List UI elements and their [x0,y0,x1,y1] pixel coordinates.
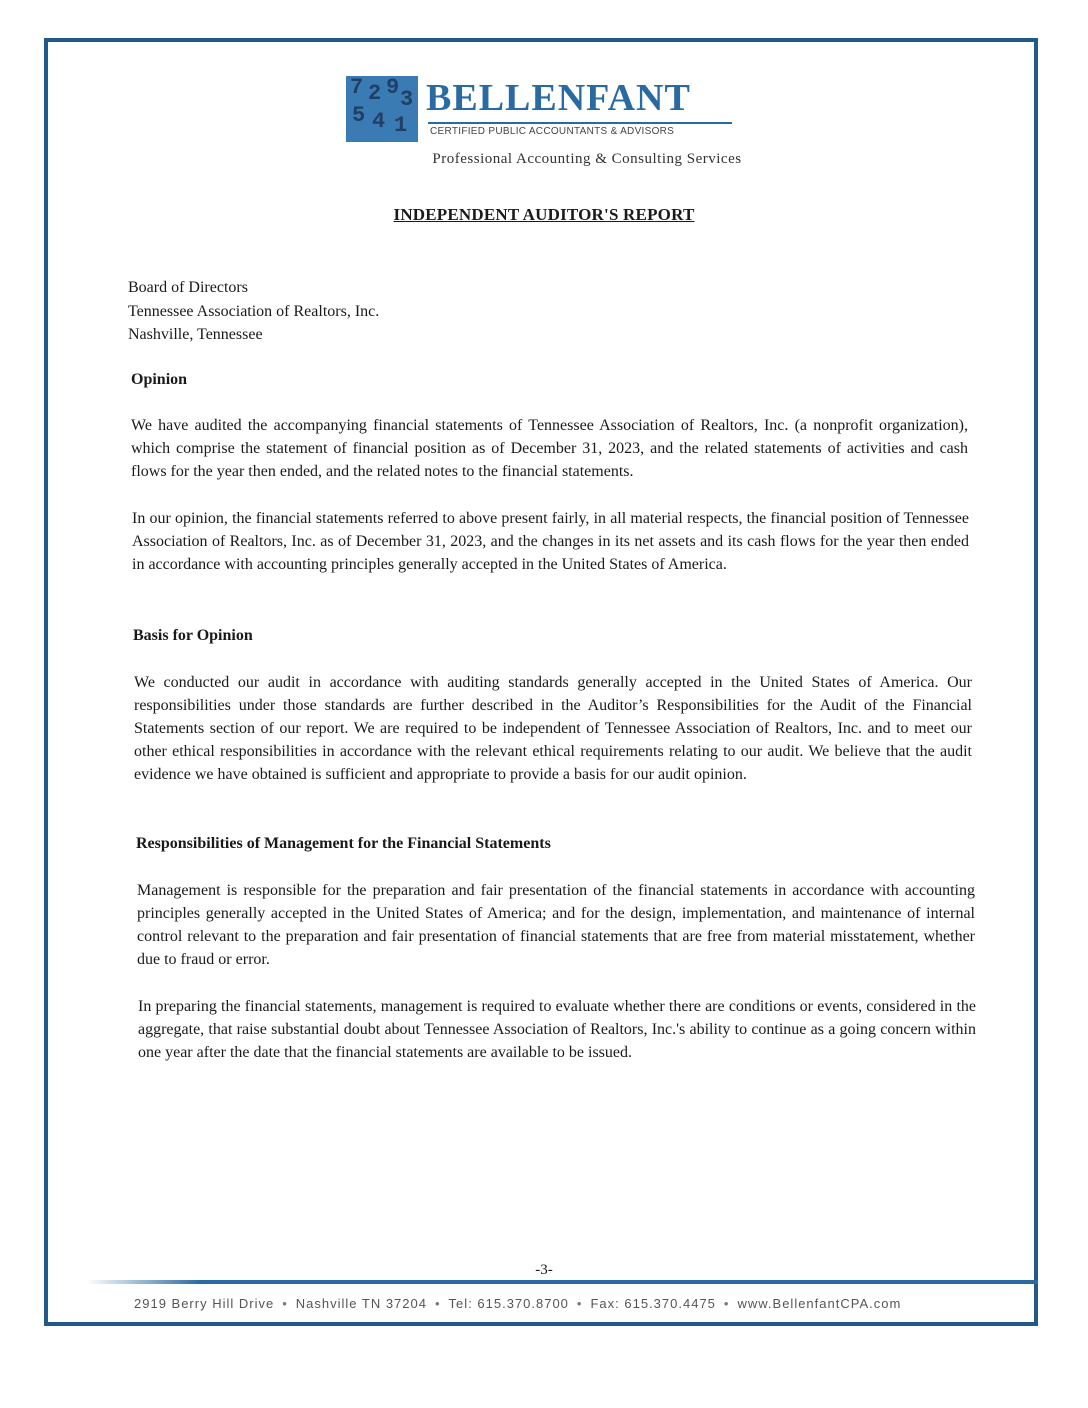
logo-digit: 3 [400,87,411,112]
brand-tagline: CERTIFIED PUBLIC ACCOUNTANTS & ADVISORS [430,126,675,137]
addressee-line: Tennessee Association of Realtors, Inc. [128,302,380,320]
logo-digit: 9 [386,76,397,100]
addressee-block [128,276,379,347]
logo-digit: 4 [372,109,383,134]
brand-name: BELLENFANT [426,77,691,119]
footer-separator: • [282,1296,288,1311]
footer-separator: • [576,1296,583,1311]
page-number: -3- [535,1262,553,1278]
footer-separator: • [723,1296,730,1311]
footer-city: Nashville TN 37204 [295,1296,427,1311]
management-heading: Responsibilities of Management for the Financial Statements [136,835,551,852]
footer-website-link[interactable]: www.BellenfantCPA.com [737,1296,902,1311]
footer-separator: • [434,1296,441,1311]
logo-mark-icon [346,76,418,142]
management-paragraph-1: Management is responsible for the preparation and fair presentation of the financial statements in accordance with accounting principles generally accepted in the United States of America; and for the design, implementation, and maintenance of internal control relevant to the preparation and fair presentation of financial statements that are free from material misstatement, whether due to fraud or error. [137,882,975,968]
opinion-paragraph-2: In our opinion, the financial statements referred to above present fairly, in all material respects, the financial position of Tennessee Association of Realtors, Inc. as of December 31, 2023, and the changes in its net assets and its cash flows for the year then ended in accordance with accounting principles generally accepted in the United States of America. [132,510,969,573]
footer-contact [134,1296,1034,1311]
footer-fax: Fax: 615.370.4475 [590,1296,716,1311]
addressee-line: Nashville, Tennessee [128,326,263,343]
basis-heading: Basis for Opinion [133,627,253,644]
logo-digit: 1 [394,113,405,138]
footer-address: 2919 Berry Hill Drive [134,1296,275,1311]
logo-digit: 2 [368,81,379,106]
management-paragraph-2: In preparing the financial statements, management is required to evaluate whether there are conditions or events, considered in the aggregate, that raise substantial doubt about Tennessee Association of Realtors, Inc.'s ability to continue as a going concern within one year after the date that the financial statements are available to be issued. [138,998,976,1061]
brand-divider [428,122,732,124]
services-tagline: Professional Accounting & Consulting Services [432,151,742,167]
footer-divider [86,1280,1038,1284]
basis-paragraph: We conducted our audit in accordance with auditing standards generally accepted in the United States of America. Our responsibilities under those standards are further described in the Auditor’s Responsibilities for the Audit of the Financial Statements section of our report. We are required to be independent of Tennessee Association of Realtors, Inc. and to meet our other ethical responsibilities in accordance with the relevant ethical requirements relating to our audit. We believe that the audit evidence we have obtained is sufficient and appropriate to provide a basis for our audit opinion. [134,674,972,783]
logo-digit: 5 [352,103,363,128]
addressee-line: Board of Directors [128,279,248,296]
report-title: INDEPENDENT AUDITOR'S REPORT [393,205,695,224]
opinion-paragraph-1: We have audited the accompanying financial statements of Tennessee Association of Realtors, Inc. (a nonprofit organization), which comprise the statement of financial position as of December 31, 2023, and the related statements of activities and cash flows for the year then ended, and the related notes to the financial statements. [131,417,968,480]
logo-digit: 7 [350,76,361,100]
opinion-heading: Opinion [131,371,188,388]
letterhead-logo [346,76,738,142]
footer-tel: Tel: 615.370.8700 [448,1296,569,1311]
